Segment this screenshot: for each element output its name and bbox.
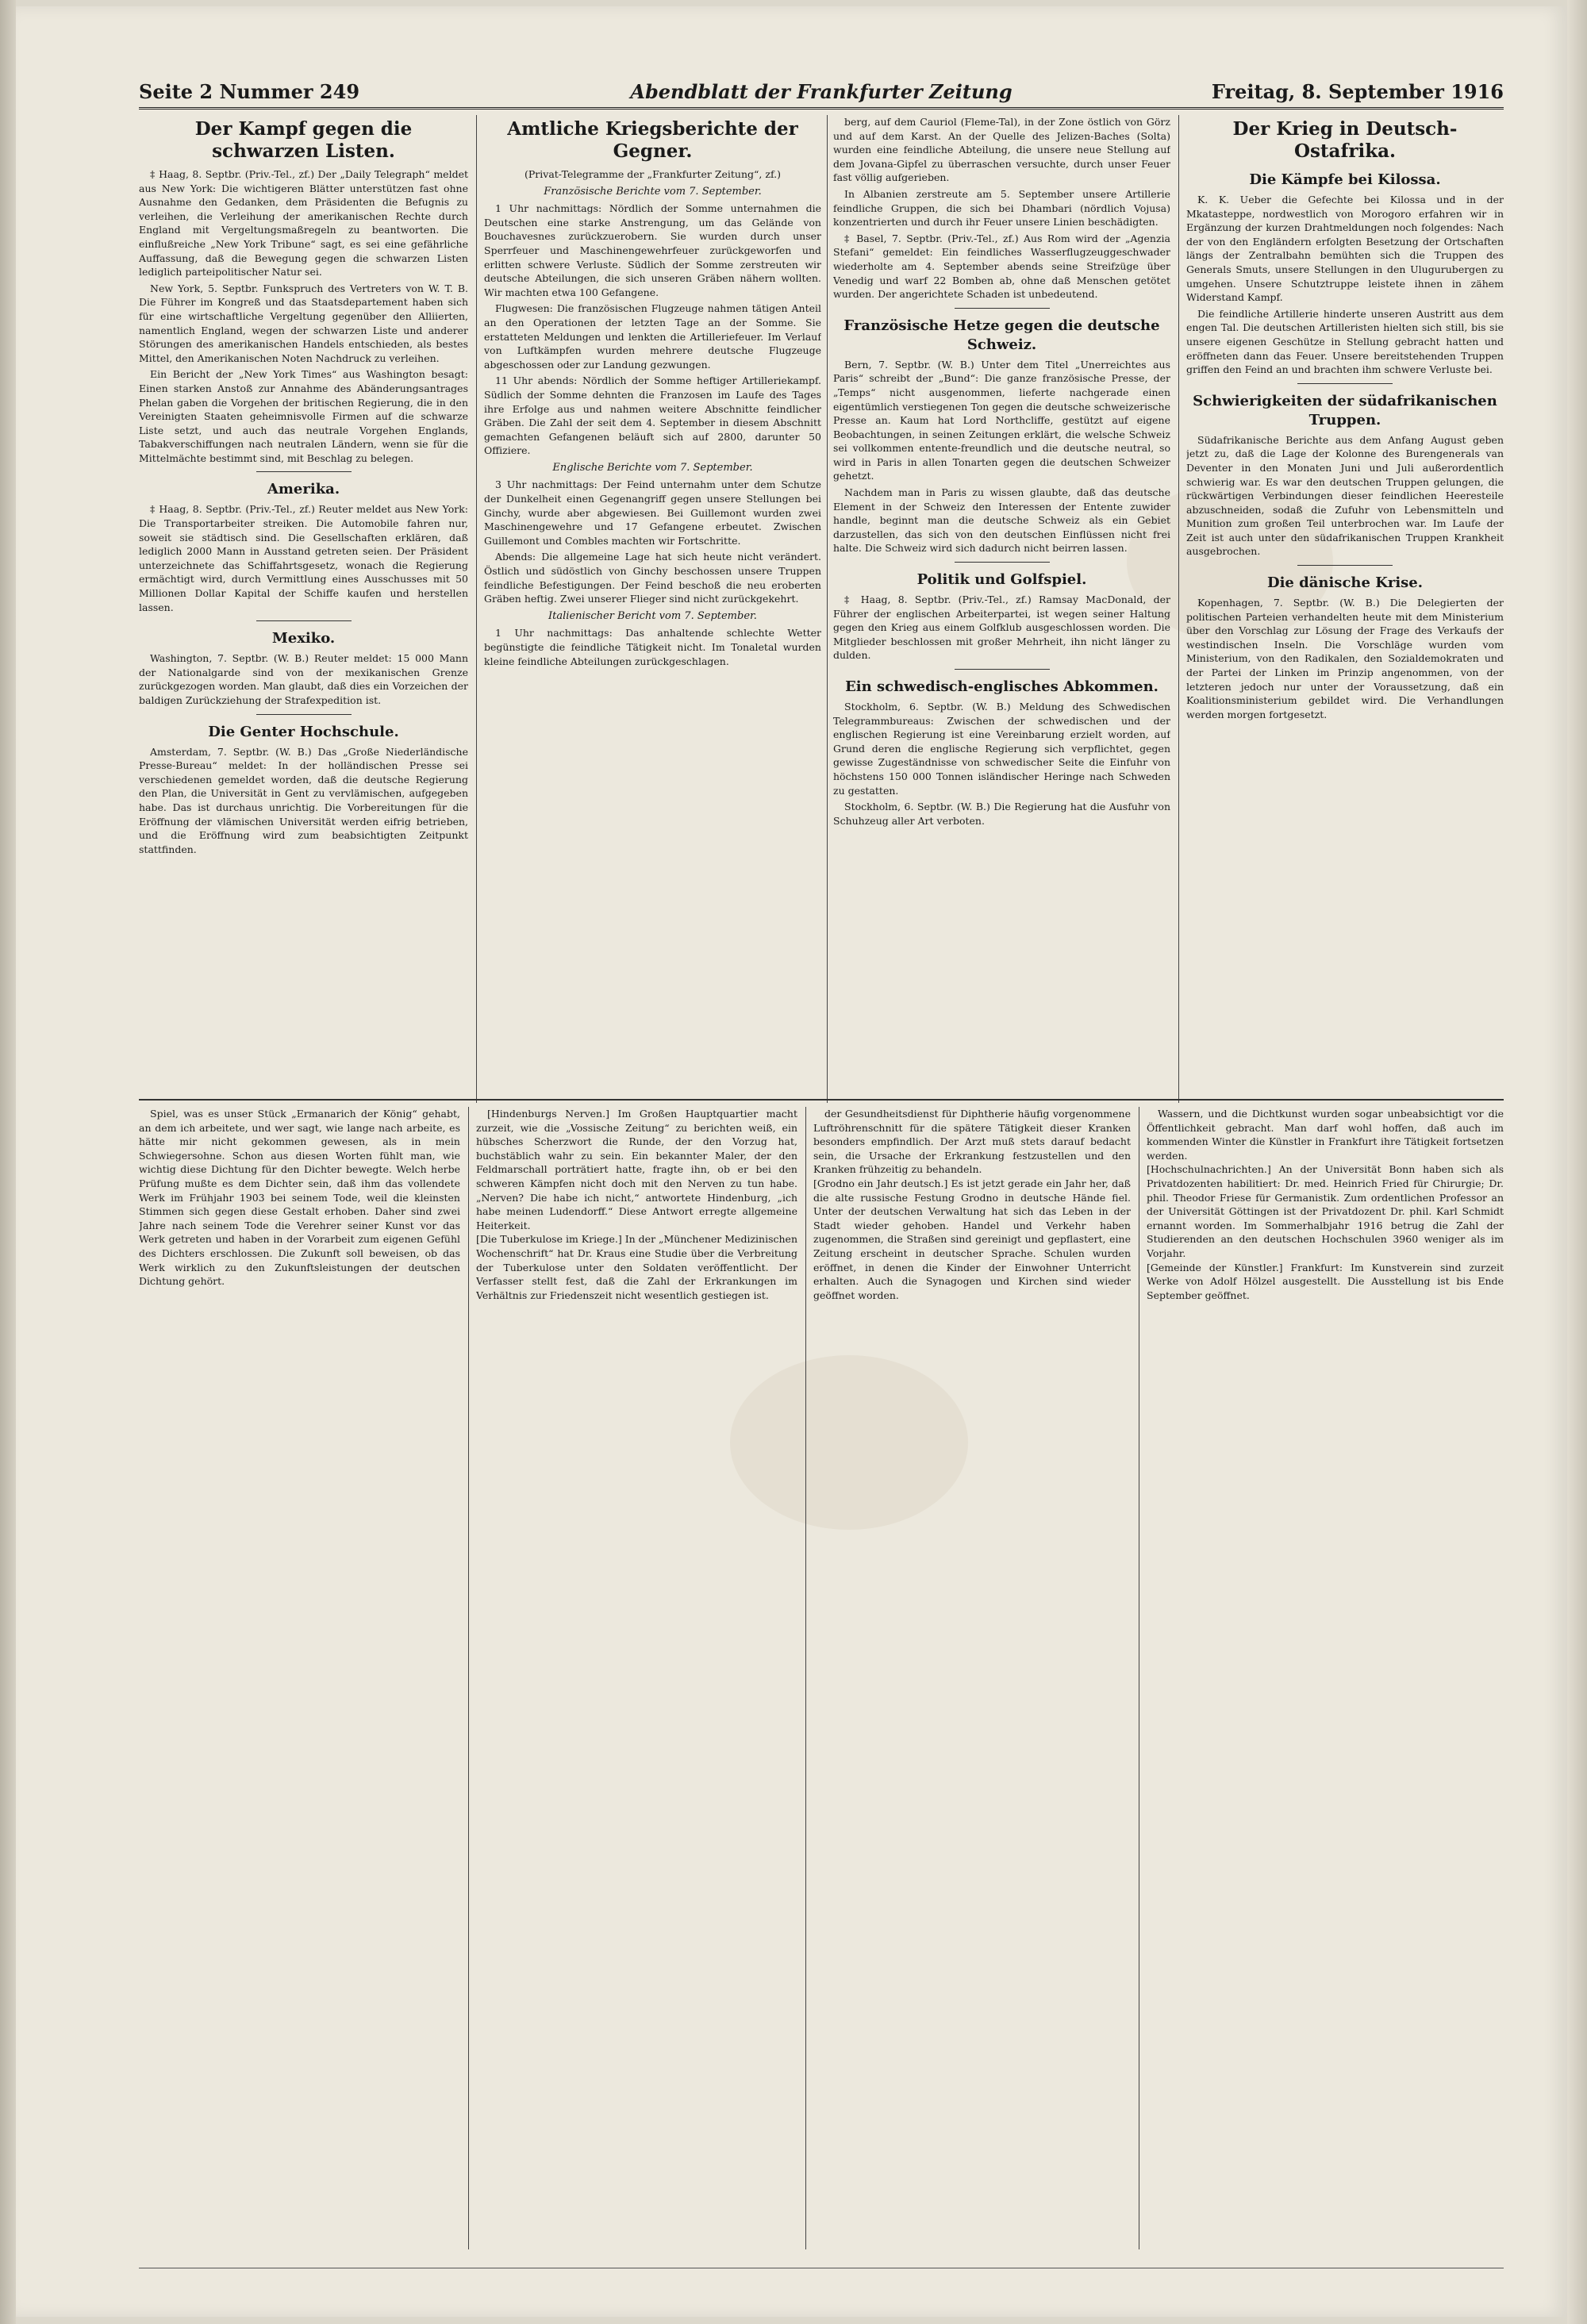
headline-abkommen: Ein schwedisch-englisches Abkommen. (845, 678, 1159, 695)
column-rule (468, 1107, 469, 2249)
headline-golfspiel: Politik und Golfspiel. (916, 571, 1087, 589)
column-rule (476, 115, 477, 1103)
article-paragraph: Amsterdam, 7. Septbr. (W. B.) Das „Große Niederländische Presse-Bureau“ meldet: In der holländischen Presse sei verschiedenen gemeldet worden, daß die deutsche Regierung den Plan, die Universität in Gent zu vervlämischen, aufgegeben habe. Das ist durchaus unrichtig. Die Vorbereitungen für die Eröffnung der vlämischen Universität werden eifrig betrieben, und die Eröffnung wird zum beabsichtigten Zeitpunkt stattfinden. (139, 745, 468, 855)
divider (1297, 565, 1393, 566)
article-paragraph: Südafrikanische Berichte aus dem Anfang August geben jetzt zu, daß die Lage der Kolonne des Burengenerals van Deventer in den Monaten Juni und Juli außerordentlich schwierig war. Es war den deutschen Truppen gelungen, die rückwärtigen Verbindungen dieser feindlichen Heeresteile abzuschneiden, sodaß die Zufuhr von Lebensmitteln und Munition zum großen Teil unterbrochen war. Im Laufe der Zeit ist auch unter den südafrikanischen Truppen Krankheit ausgebrochen. (1186, 433, 1504, 558)
article-paragraph: ‡ Haag, 8. Septbr. (Priv.-Tel., zf.) Der „Daily Telegraph“ meldet aus New York: Die wichtigeren Blätter unterstützen fast ohne Ausnahme den Gedanken, dem Präsidenten die Befugnis zu verleihen, die Verleihung der amerikanischen Rechte durch England mit Vergeltungsmaßregeln zu beantworten. Die einflußreiche „New York Tribune“ sagt, es sei eine gefährliche Auffassung, daß die Bewegung gegen die schwarzen Listen lediglich parteipolitischer Natur sei. (139, 168, 468, 278)
column-rule (805, 1107, 806, 2249)
section-label: Italienischer Bericht vom 7. September. (548, 609, 757, 622)
column-1 (139, 115, 468, 1103)
article-paragraph: K. K. Ueber die Gefechte bei Kilossa und in der Mkatasteppe, nordwestlich von Morogoro erfahren wir in Ergänzung der kurzen Drahtmeldungen noch folgendes: Nach der von den Engländern erfolgten Besetzung der Ortschaften längs der Zentralbahn bemühten sich die Truppen des Generals Smuts, unsere Stellungen in den Ulugurubergen zu umgehen. Unsere Schutztruppe leistete ihnen in zähem Widerstand Kampf. (1186, 194, 1504, 304)
byline: (Privat-Telegramme der „Frankfurter Zeitung“, zf.) (525, 168, 781, 180)
divider (955, 308, 1050, 309)
headline-kriegsberichte: Amtliche Kriegsberichte der Gegner. (507, 118, 798, 162)
headline-schwarze-listen: Der Kampf gegen die schwarzen Listen. (194, 118, 413, 162)
article-paragraph: Stockholm, 6. Septbr. (W. B.) Die Regierung hat die Ausfuhr von Schuhzeug aller Art verboten. (833, 801, 1170, 827)
headline-daenische-krise: Die dänische Krise. (1266, 574, 1424, 592)
headline-ostafrika: Der Krieg in Deutsch-Ostafrika. (1232, 118, 1458, 162)
column-rule (827, 115, 828, 1103)
newspaper-title: Abendblatt der Frankfurter Zeitung (630, 80, 1013, 103)
article-paragraph: ‡ Basel, 7. Septbr. (Priv.-Tel., zf.) Aus Rom wird der „Agenzia Stefani“ gemeldet: Ein feindliches Wasserflugzeuggeschwader wiederholte am 4. September abends seine Streifzüge über Venedig und warf 22 Bomben ab, ohne daß Menschen getötet wurden. Der angerichtete Schaden ist unbedeutend. (833, 232, 1170, 301)
article-paragraph: In Albanien zerstreute am 5. September unsere Artillerie feindliche Gruppen, die sich bei Dhambari (nördlich Vojusa) konzentrierten und durch ihr Feuer unsere Linien beschädigten. (833, 187, 1170, 229)
section-label: Englische Berichte vom 7. September. (552, 461, 753, 474)
article-paragraph: 11 Uhr abends: Nördlich der Somme heftiger Artilleriekampf. Südlich der Somme dehnten die Franzosen im Laufe des Tages ihre Erfolge aus und nahmen weitere Abschnitte feindlicher Gräben. Die Zahl der seit dem 4. September in diesem Abschnitt gemachten Gefangenen beläuft sich auf 2800, darunter 50 Offiziere. (484, 375, 821, 457)
headline-suedafrika: Schwierigkeiten der südafrikanischen Truppen. (1193, 392, 1497, 428)
headline-kilossa: Die Kämpfe bei Kilossa. (1249, 171, 1441, 188)
column-3 (833, 115, 1170, 1103)
article-paragraph: Kopenhagen, 7. Septbr. (W. B.) Die Delegierten der politischen Parteien verhandelten heute mit dem Ministerium über den Vorschlag zur Lösung der Frage des Verkaufs der westindischen Inseln. Die Vorschläge wurden vom Ministerium, von den Radikalen, den Sozialdemokraten und der Partei der Linken im Prinzip angenommen, von der letzteren jedoch nur unter der Voraussetzung, daß ein Koalitionsministerium gebildet wird. Die Verhandlungen werden morgen fortgesetzt. (1186, 597, 1504, 720)
divider (955, 669, 1050, 670)
feuilleton-text: [Hindenburgs Nerven.] Im Großen Hauptquartier macht zurzeit, wie die „Vossische Zeitung“ zu berichten weiß, ein hübsches Scherzwort die Runde, der den Vorzug hat, buchstäblich wahr zu sein. Ein bekannter Maler, der den Feldmarschall porträtiert hatte, fragte ihn, ob er bei den schweren Kämpfen nicht doch mit den Nerven zu tun habe. „Nerven? Die habe ich nicht,“ antwortete Hindenburg, „ich habe meinen Ludendorff.“ Diese Antwort erregte allgemeine Heiterkeit. [Die Tuberkulose im Kriege.] In der „Münchener Medizinischen Wochenschrift“ hat Dr. Kraus eine Studie über die Verbreitung der Tuberkulose unter den Soldaten veröffentlicht. Der Verfasser stellt fest, daß die Zahl der Erkrankungen im Verhältnis zur Friedenszeit nicht wesentlich gestiegen ist. (476, 1108, 797, 1301)
divider (256, 471, 352, 472)
article-paragraph: Flugwesen: Die französischen Flugzeuge nahmen tätigen Anteil an den Operationen der letzten Tage an der Somme. Sie erstatteten Meldungen und lenkten die Artilleriefeuer. Im Verlauf von Luftkämpfen wurden mehrere deutsche Flugzeuge abgeschossen oder zur Landung gezwungen. (484, 302, 821, 371)
column-2 (484, 115, 821, 1103)
column-rule (1178, 115, 1179, 1103)
article-paragraph: 1 Uhr nachmittags: Nördlich der Somme unternahmen die Deutschen eine starke Anstrengung, um das Gelände von Bouchavesnes zurückzuerobern. Sie wurden durch unser Sperrfeuer und Maschinengewehrfeuer zurückgeworfen und erlitten schwere Verluste. Südlich der Somme zerstreuten wir deutsche Abteilungen, die sich unseren Gräben nähern wollten. Wir machten etwa 100 Gefangene. (484, 202, 821, 298)
article-paragraph: ‡ Haag, 8. Septbr. (Priv.-Tel., zf.) Reuter meldet aus New York: Die Transportarbeiter streiken. Die Automobile fahren nur, soweit sie städtisch sind. Die Gesellschaften erklären, daß lediglich 2000 Mann in Ausstand getreten seien. Der Präsident unterzeichnete das Schiffahrtsgesetz, wonach die Regierung ermächtigt wird, durch Vermittlung eines Ausschusses mit 50 Millionen Dollar Kapital der Schiffe kaufen und herstellen lassen. (139, 503, 468, 613)
issue-date: Freitag, 8. September 1916 (1211, 80, 1504, 103)
divider (955, 562, 1050, 563)
headline-genter-hochschule: Die Genter Hochschule. (208, 723, 399, 740)
article-paragraph: ‡ Haag, 8. Septbr. (Priv.-Tel., zf.) Ramsay MacDonald, der Führer der englischen Arbeiterpartei, ist wegen seiner Haltung gegen den Krieg aus einem Golfklub ausgeschlossen worden. Die Mitglieder beschlossen mit großer Mehrheit, ihn nicht länger zu dulden. (833, 593, 1170, 662)
feuilleton-column-4 (1147, 1107, 1504, 2249)
article-paragraph: Ein Bericht der „New York Times“ aus Washington besagt: Einen starken Anstoß zur Annahme des Abänderungsantrages Phelan gaben die Vorgehen der britischen Regierung, die in den Vereinigten Staaten geheimnisvolle Firmen auf die schwarze Liste setzt, und auch das neutrale Vorgehen Englands, Tabakverschiffungen nach neutralen Ländern, wenn sie für die Mittelmächte bestimmt sind, mit Beschlag zu belegen. (139, 368, 468, 464)
divider (256, 620, 352, 621)
article-paragraph: Bern, 7. Septbr. (W. B.) Unter dem Titel „Unerreichtes aus Paris“ schreibt der „Bund“: Die ganze französische Presse, der „Temps“ nicht ausgenommen, lieferte nachgerade einen eigentümlich verstiegenen Ton gegen die deutsche schweizerische Presse an. Kaum hat Lord Northcliffe, gestützt auf eigene Beobachtungen, in seinen Zeitungen erklärt, die welsche Schweiz sei vollkommen entente-freundlich und die deutsche neutral, so wird in Paris in allen Tonarten gegen die deutschen Schweizer gehetzt. (833, 358, 1170, 482)
article-paragraph: 3 Uhr nachmittags: Der Feind unternahm unter dem Schutze der Dunkelheit einen Gegenangriff gegen unsere Stellungen bei Ginchy, wurde aber abgewiesen. Bei Guillemont wurden zwei Maschinengewehre und 17 Gefangene erbeutet. Zwischen Guillemont und Combles machten wir Fortschritte. (484, 478, 821, 547)
article-paragraph: Nachdem man in Paris zu wissen glaubte, daß das deutsche Element in der Schweiz den Interessen der Entente zuwider handle, beginnt man die deutsche Schweiz als ein Gebiet darzustellen, das sich von den deutschen Einflüssen nicht frei halte. Die Schweiz wird sich dadurch nicht beirren lassen. (833, 486, 1170, 555)
headline-schweiz: Französische Hetze gegen die deutsche Schweiz. (843, 317, 1160, 353)
feuilleton-column-3 (813, 1107, 1131, 2249)
masthead (139, 75, 1504, 109)
feuilleton-column-1 (139, 1107, 460, 2249)
feuilleton-text: der Gesundheitsdienst für Diphtherie häufig vorgenommene Luftröhrenschnitt für die spätere Tätigkeit dieser Kranken besonders empfindlich. Der Arzt muß stets darauf bedacht sein, die Ursache der Erkrankung festzustellen und den Kranken frühzeitig zu behandeln. [Grodno ein Jahr deutsch.] Es ist jetzt gerade ein Jahr her, daß die alte russische Festung Grodno in deutsche Hände fiel. Unter der deutschen Verwaltung hat sich das Leben in der Stadt wieder gehoben. Handel und Verkehr haben zugenommen, die Straßen sind gereinigt und gepflastert, eine Zeitung erscheint in deutscher Sprache. Schulen wurden eröffnet, in denen die Kinder der Einwohner Unterricht erhalten. Auch die Synagogen und Kirchen sind wieder geöffnet worden. (813, 1108, 1131, 1301)
article-paragraph: New York, 5. Septbr. Funkspruch des Vertreters von W. T. B. Die Führer im Kongreß und das Staatsdepartement haben sich für eine wirtschaftliche Vergeltung gegenüber den Alliierten, namentlich England, wegen der schwarzen Liste und anderer Störungen des amerikanischen Handels entschieden, als bestes Mittel, den Amerikanischen Noten Nachdruck zu verleihen. (139, 282, 468, 364)
feuilleton-text: Spiel, was es unser Stück „Ermanarich der König“ gehabt, an dem ich arbeitete, und wer sagt, wie lange nach arbeite, es hätte mir nicht gekommen gewesen, als in mein Schwiegersohne. Schon aus diesen Worten fühlt man, wie wichtig diese Dichtung für den Dichter bewegte. Welch herbe Prüfung mußte es dem Dichter sein, daß ihm das vollendete Werk im Frühjahr 1903 bei seinem Tode, weil die kleinsten Stimmen sich gegen diese Gestalt erhoben. Daher sind zwei Jahre nach seinem Tode die Verehrer seiner Kunst vor das Werk getreten und haben in der Vorarbeit zum eigenen Gefühl des Dichters erschlossen. Die Zukunft soll beweisen, ob das Werk wirklich zu den Zukunftsleistungen der deutschen Dichtung gehört. (139, 1108, 460, 1288)
article-paragraph: Washington, 7. Septbr. (W. B.) Reuter meldet: 15 000 Mann der Nationalgarde sind von der mexikanischen Grenze zurückgezogen worden. Man glaubt, daß dies ein Vorzeichen der baldigen Zurückziehung der Strafexpedition ist. (139, 652, 468, 706)
article-paragraph: berg, auf dem Cauriol (Fleme-Tal), in der Zone östlich von Görz und auf dem Karst. An der Quelle des Jelizen-Baches (Solta) wurden eine feindliche Abteilung, die unsere neue Stellung auf dem Jovana-Gipfel zu überraschen versuchte, durch unser Feuer fast völlig aufgerieben. (833, 116, 1170, 184)
article-paragraph: 1 Uhr nachmittags: Das anhaltende schlechte Wetter begünstigte die feindliche Tätigkeit nicht. Im Tonaletal wurden kleine feindliche Abteilungen zurückgeschlagen. (484, 627, 821, 667)
feuilleton-rule (139, 1099, 1504, 1101)
section-label: Französische Berichte vom 7. September. (544, 185, 762, 198)
scan-right-edge (1567, 0, 1587, 2324)
article-paragraph: Abends: Die allgemeine Lage hat sich heute nicht verändert. Östlich und südöstlich von Ginchy beschossen unsere Truppen feindliche Befestigungen. Der Feind beschoß die neu eroberten Gräben heftig. Zwei unserer Flieger sind nicht zurückgekehrt. (484, 551, 821, 605)
article-paragraph: Die feindliche Artillerie hinderte unseren Austritt aus dem engen Tal. Die deutschen Artilleristen hielten sich still, bis sie unsere eigenen Geschütze in Stellung gebracht hatten und eröffneten dann das Feuer. Unsere bereitstehenden Truppen griffen den Feind an und brachten ihm schwere Verluste bei. (1186, 307, 1504, 376)
feuilleton-text: Wassern, und die Dichtkunst wurden sogar unbeabsichtigt vor die Öffentlichkeit gebracht. Man darf wohl hoffen, daß auch im kommenden Winter die Künstler in Frankfurt ihre Tätigkeit fortsetzen werden. [Hochschulnachrichten.] An der Universität Bonn haben sich als Privatdozenten habilitiert: Dr. med. Heinrich Fried für Chirurgie; Dr. phil. Theodor Friese für Germanistik. Zum ordentlichen Professor an der Universität Göttingen ist der Privatdozent Dr. phil. Karl Schmidt ernannt worden. Im Sommerhalbjahr 1916 betrug die Zahl der Studierenden an den deutschen Hochschulen 3960 weniger als im Vorjahr. [Gemeinde der Künstler.] Frankfurt: Im Kunstverein sind zurzeit Werke von Adolf Hölzel ausgestellt. Die Ausstellung ist bis Ende September geöffnet. (1147, 1108, 1504, 1301)
divider (256, 714, 352, 715)
headline-mexiko: Mexiko. (271, 630, 336, 647)
page-number: Seite 2 Nummer 249 (139, 80, 360, 103)
article-paragraph: Stockholm, 6. Septbr. (W. B.) Meldung des Schwedischen Telegrammbureaus: Zwischen der schwedischen und der englischen Regierung ist eine Vereinbarung erzielt worden, auf Grund deren die englische Regierung sich verpflichtet, gegen gewisse Zugeständnisse von schwedischer Seite die Einfuhr von höchstens 150 000 Tonnen isländischer Heringe nach Schweden zu gestatten. (833, 701, 1170, 797)
column-4 (1186, 115, 1504, 1103)
divider (1297, 383, 1393, 384)
headline-amerika: Amerika. (267, 481, 340, 498)
scan-binding-edge (0, 0, 16, 2324)
feuilleton-column-2 (476, 1107, 797, 2249)
